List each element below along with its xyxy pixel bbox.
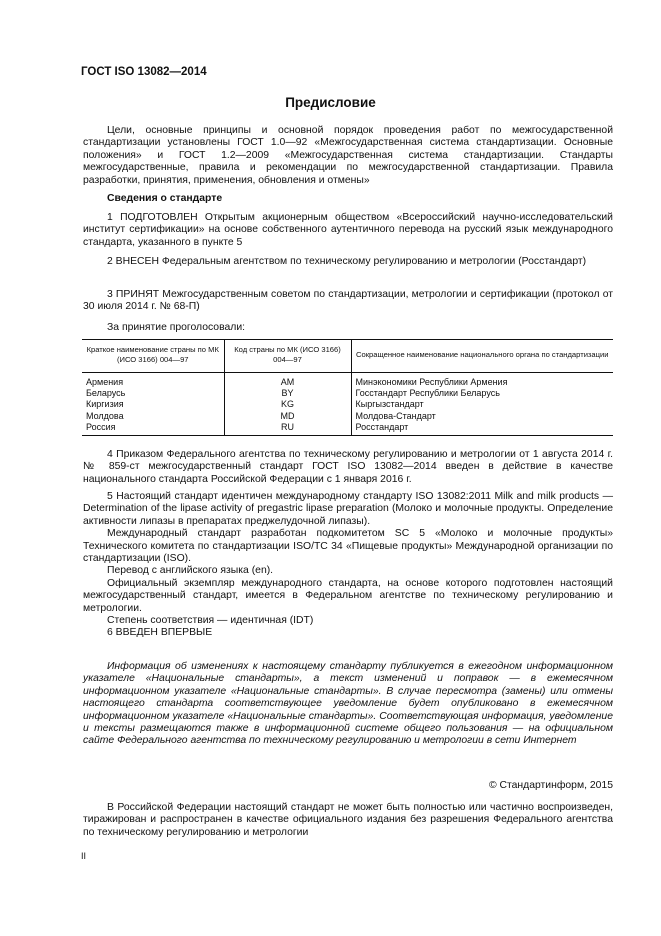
page-number: II — [81, 851, 87, 861]
item-2 — [83, 256, 613, 268]
item-1-text: 1 ПОДГОТОВЛЕН Открытым акционерным обществом «Всероссийский научно-исследовательский институт сертификации» на основе собственного аутентичного перевода на русский язык международного стандарта, указанного в пункте 5 — [83, 212, 613, 248]
reproduction-notice — [83, 802, 613, 839]
table-cell-country: Беларусь — [86, 388, 126, 399]
table-cell-body: Росстандарт — [351, 422, 613, 436]
changes-notice — [83, 661, 613, 748]
intro-paragraph — [83, 125, 613, 187]
page-title: Предисловие — [285, 95, 376, 110]
table-cell-body: Молдова-Стандарт — [351, 411, 613, 422]
table-row — [82, 411, 613, 422]
table-header-row — [82, 340, 613, 373]
intro-text: Цели, основные принципы и основной порядок проведения работ по межгосударственной стандартизации установлены ГОСТ 1.0—92 «Межгосударственная система стандартизации. Основные положения» и ГОСТ 1.2—2009 «Межгосударственная система стандартизации. Стандарты межгосударственные, правила и рекомендации по межгосударственной стандартизации. Правила разработки, принятия, применения, обновления и отмены» — [83, 125, 613, 186]
item-5-conformity-text: Степень соответствия — идентичная (IDT) — [107, 615, 314, 627]
voting-table — [82, 339, 613, 436]
table-cell-country: Россия — [82, 422, 224, 436]
table-row — [82, 399, 613, 410]
table-row — [82, 422, 613, 436]
item-5-translation-text: Перевод с английского языка (en). — [107, 565, 274, 577]
item-3 — [83, 289, 613, 314]
table-cell-code: BY — [224, 388, 351, 399]
table-header-body: Сокращенное наименование национального органа по стандартизации — [351, 340, 613, 373]
vote-intro — [83, 322, 613, 334]
item-5-committee-text: Международный стандарт разработан подкомитетом SC 5 «Молоко и молочные продукты» Технического комитета по стандартизации ISO/TC 34 «Пищевые продукты» Международной организации по стандартизации (ISO). — [83, 528, 613, 565]
item-5-text: 5 Настоящий стандарт идентичен международному стандарту ISO 13082:2011 Milk and milk products — Determination of the lipase activity of pregastric lipase preparation (Молоко и молочные продукты. Определение активности липазы в препаратах преджелудочной липазы). — [83, 491, 613, 527]
table-cell-country: Молдова — [86, 410, 124, 421]
table-cell-body: Кыргызстандарт — [351, 399, 613, 410]
table-cell-country: Армения — [86, 377, 124, 387]
table-cell-code: MD — [224, 411, 351, 422]
item-2-text: 2 ВНЕСЕН Федеральным агентством по техническому регулированию и метрологии (Росстандарт) — [107, 256, 587, 267]
table-header-country: Краткое наименование страны по МК (ИСО 3166) 004—97 — [82, 340, 224, 373]
item-6-text: 6 ВВЕДЕН ВПЕРВЫЕ — [107, 627, 213, 638]
changes-notice-text: Информация об изменениях к настоящему стандарту публикуется в ежегодном информационном указателе «Национальные стандарты», а текст изменений и поправок — в ежемесячном информационном указателе «Национальные стандарты». В случае пересмотра (замены) или отмены настоящего стандарта соответствующее уведомление будет опубликовано в ежемесячном информационном указателе «Национальные стандарты». Соответствующая информация, уведомление и тексты размещаются также в информационной системе общего пользования — на официальном сайте Федерального агентства по техническому регулированию и метрологии в сети Интернет — [83, 661, 613, 747]
table-cell-code: KG — [224, 399, 351, 410]
document-header: ГОСТ ISO 13082—2014 — [81, 66, 207, 78]
table-cell-body: Госстандарт Республики Беларусь — [351, 388, 613, 399]
item-6 — [83, 627, 613, 639]
item-3-text: 3 ПРИНЯТ Межгосударственным советом по стандартизации, метрологии и сертификации (протокол от 30 июля 2014 г. № 68-П) — [83, 289, 613, 313]
table-row — [82, 373, 613, 389]
table-cell-code: RU — [224, 422, 351, 436]
table-cell-body: Минэкономики Республики Армения — [351, 373, 613, 389]
table-cell-code: AM — [224, 373, 351, 389]
table-cell-country: Киргизия — [86, 399, 124, 410]
item-5-official-copy-text: Официальный экземпляр международного стандарта, на основе которого подготовлен настоящий межгосударственный стандарт, имеется в Федеральном агентстве по техническому регулированию и метрологии. — [83, 577, 613, 614]
item-4 — [83, 449, 613, 486]
table-header-code: Код страны по МК (ИСО 3166) 004—97 — [224, 340, 351, 373]
item-5 — [83, 491, 613, 627]
section-subtitle: Сведения о стандарте — [107, 193, 223, 204]
table-row — [82, 388, 613, 399]
copyright: © Стандартинформ, 2015 — [488, 780, 613, 791]
item-4-text: 4 Приказом Федерального агентства по техническому регулированию и метрологии от 1 августа 2014 г. № 859-ст межгосударственный стандарт ГОСТ ISO 13082—2014 введен в действие в качестве национального стандарта Российской Федерации с 1 января 2016 г. — [83, 449, 613, 485]
reproduction-notice-text: В Российской Федерации настоящий стандарт не может быть полностью или частично воспроизведен, тиражирован и распространен в качестве официального издания без разрешения Федерального агентства по техническому регулированию и метрологии — [83, 802, 613, 838]
item-1 — [83, 212, 613, 249]
vote-intro-text: За принятие проголосовали: — [107, 322, 246, 333]
